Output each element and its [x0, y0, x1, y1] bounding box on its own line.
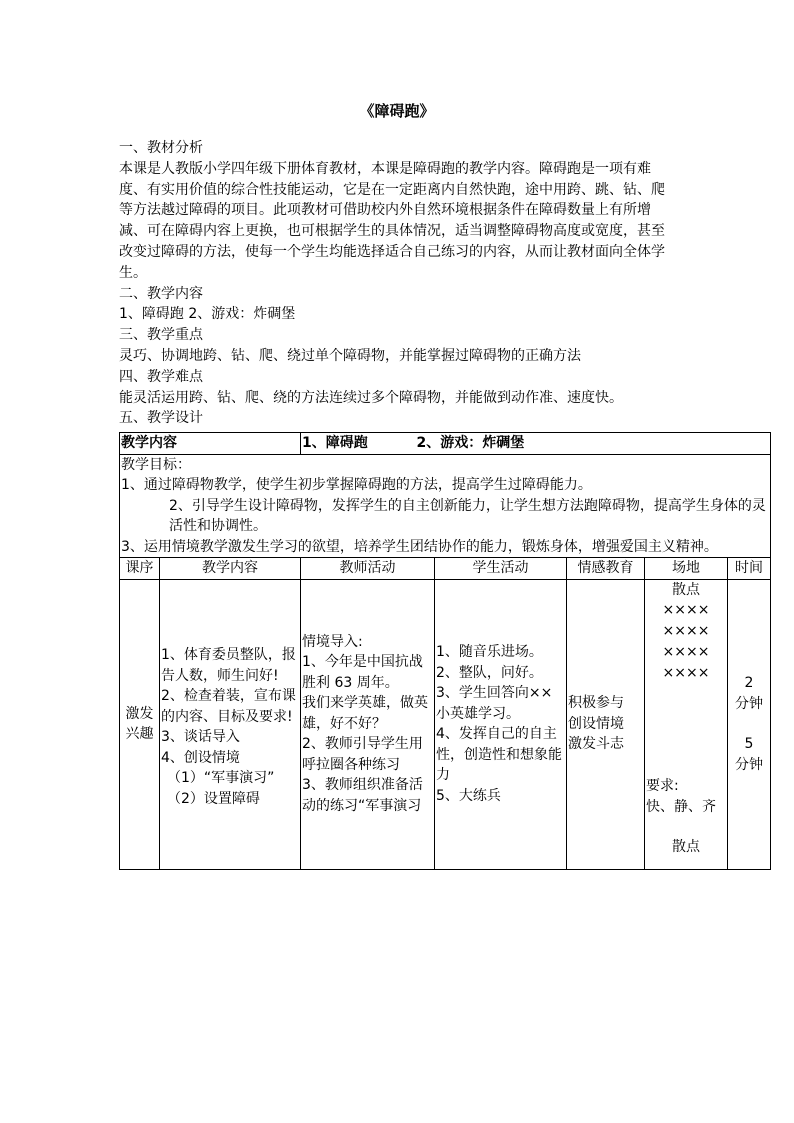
content-row: [120, 433, 771, 455]
section-heading-2: 二、教学内容: [119, 285, 203, 302]
section-text-2: 1、障碍跑 2、游戏：炸碉堡: [119, 306, 296, 323]
emotion-line: 激发斗志: [568, 736, 624, 753]
header-phase: 课序: [120, 558, 160, 580]
venue-cell: [645, 579, 728, 869]
venue-mark-row: ××××: [662, 623, 710, 639]
content-line: （1）“军事演习”: [167, 770, 275, 786]
venue-top: 散点: [672, 581, 700, 598]
teacher-line: 我们来学英雄，做英雄，好不好？: [302, 695, 428, 732]
content-line: 4、创设情境: [161, 749, 240, 766]
content-cell: [160, 579, 301, 869]
header-content: 教学内容: [160, 558, 301, 580]
lesson-row: [120, 579, 771, 869]
time-line: 分钟: [735, 695, 763, 712]
student-line: 3、学生回答向××小英雄学习。: [436, 685, 553, 722]
header-emotion: 情感教育: [567, 558, 645, 580]
content-line: 1、体育委员整队，报告人数，师生问好!: [161, 647, 296, 684]
emotion-cell: [567, 579, 645, 869]
page-title: 《障碍跑》: [359, 102, 435, 120]
phase-cell: 激发兴趣: [120, 579, 160, 869]
header-time: 时间: [728, 558, 771, 580]
student-line: 1、随音乐进场。: [436, 644, 543, 660]
venue-req-label: 要求:: [646, 778, 679, 794]
goals-cell: [120, 454, 771, 558]
lesson-design-table: [119, 432, 771, 870]
goal-3: 3、运用情境教学激发生学习的欲望，培养学生团结协作的能力，锻炼身体，增强爱国主义精神。: [121, 538, 718, 555]
time-line: 2: [744, 675, 754, 691]
goal-1: 1、通过障碍物教学，使学生初步掌握障碍跑的方法，提高学生过障碍能力。: [121, 477, 592, 493]
section-text-3: 灵巧、协调地跨、钻、爬、绕过单个障碍物，并能掌握过障碍物的正确方法: [119, 347, 581, 364]
content-value: 1、障碍跑 2、游戏：炸碉堡: [301, 433, 771, 455]
venue-mark-row: ××××: [662, 665, 710, 681]
teacher-line: 3、教师组织准备活动的练习“军事演习: [302, 777, 423, 814]
header-student: 学生活动: [435, 558, 567, 580]
venue-mark-row: ××××: [662, 602, 710, 618]
section-heading-4: 四、教学难点: [119, 368, 203, 385]
goal-2: 2、引导学生设计障碍物，发挥学生的自主创新能力，让学生想方法跑障碍物，提高学生身体的灵活性和协调性。: [169, 497, 766, 534]
emotion-line: 创设情境: [568, 715, 624, 732]
student-line: 4、发挥自己的自主性，创造性和想象能力: [436, 726, 562, 783]
emotion-line: 积极参与: [568, 695, 624, 712]
header-teacher: 教师活动: [301, 558, 435, 580]
venue-bottom: 散点: [672, 839, 700, 855]
time-line: 5: [744, 736, 754, 752]
student-line: 2、整队，问好。: [436, 664, 543, 681]
header-venue: 场地: [645, 558, 728, 580]
teacher-cell: [301, 579, 435, 869]
time-cell: [728, 579, 771, 869]
section-heading-3: 三、教学重点: [119, 327, 203, 344]
document-body: [119, 138, 675, 429]
teacher-line: 情境导入:: [302, 633, 363, 650]
content-line: 3、谈话导入: [161, 729, 240, 745]
goals-row: [120, 454, 771, 558]
section-heading-1: 一、教材分析: [119, 140, 203, 156]
section-heading-5: 五、教学设计: [119, 410, 203, 427]
content-line: 2、检查着装，宣布课的内容、目标及要求!: [161, 688, 296, 725]
time-line: 分钟: [735, 756, 763, 773]
venue-mark-row: ××××: [662, 644, 710, 660]
student-line: 5、大练兵: [436, 787, 501, 804]
student-cell: [435, 579, 567, 869]
venue-req-text: 快、静、齐: [646, 798, 716, 815]
section-text-1: 本课是人教版小学四年级下册体育教材，本课是障碍跑的教学内容。障碍跑是一项有难度、有实用价值的综合性技能运动，它是在一定距离内自然快跑，途中用跨、跳、钻、爬等方法越过障碍的项目。此项教材可借助校内外自然环境根据条件在障碍数量上有所增减、可在障碍内容上更换，也可根据学生的具体情况，适当调整障碍物高度或宽度，甚至改变过障碍的方法，使每一个学生均能选择适合自己练习的内容，从而让教材面向全体学生。: [119, 160, 665, 281]
venue-marks: [646, 600, 726, 684]
teacher-line: 2、教师引导学生用呼拉圈各种练习: [302, 736, 423, 773]
header-row: [120, 558, 771, 580]
content-line: （2）设置障碍: [167, 790, 260, 807]
content-label: 教学内容: [120, 433, 301, 455]
section-text-4: 能灵活运用跨、钻、爬、绕的方法连续过多个障碍物，并能做到动作准、速度快。: [119, 389, 623, 406]
teacher-line: 1、今年是中国抗战胜利 63 周年。: [302, 654, 423, 691]
goals-heading: 教学目标：: [121, 456, 191, 473]
